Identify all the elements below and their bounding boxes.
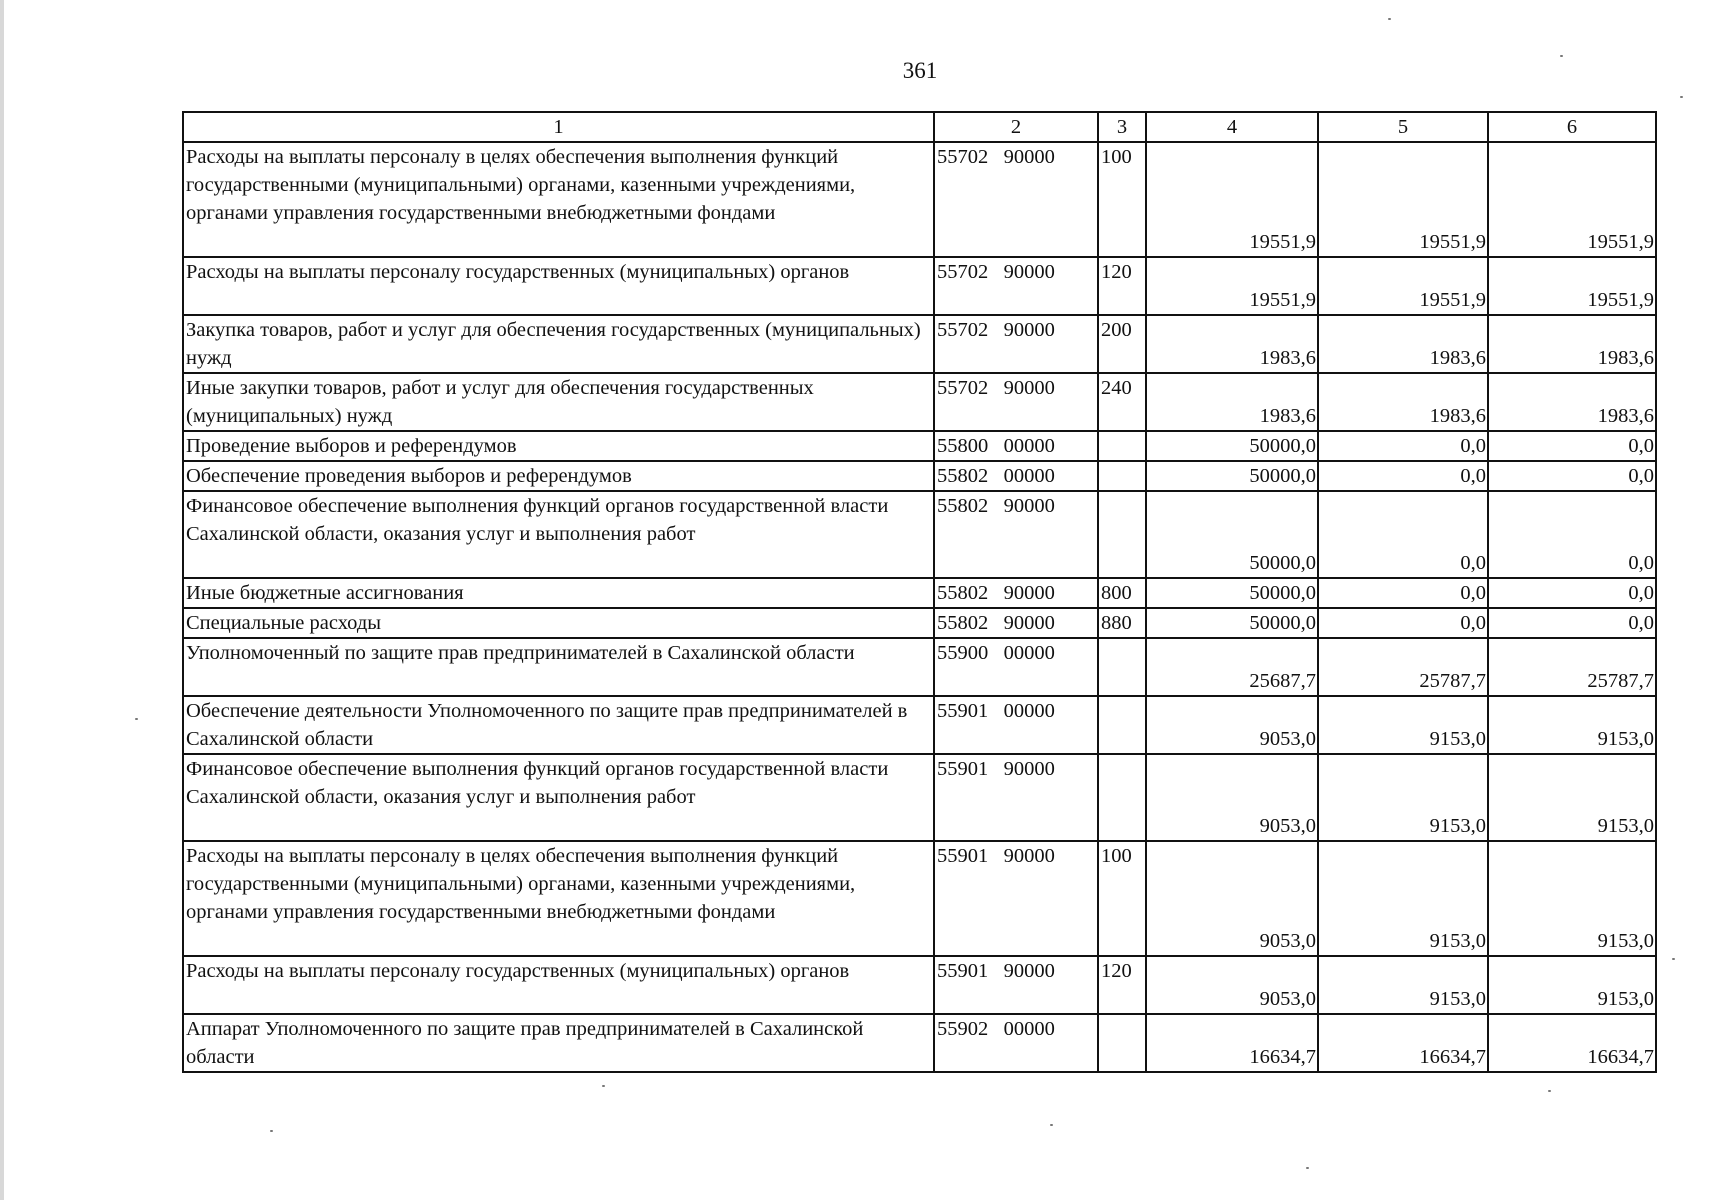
row-value-col5-cell: 25787,7 [1318, 638, 1488, 696]
header-cell: 1 [183, 112, 934, 142]
row-value-col4-cell: 9053,0 [1146, 956, 1318, 1014]
row-value-col6-cell: 1983,6 [1488, 315, 1656, 373]
table-row [183, 431, 1656, 461]
row-name-cell: Уполномоченный по защите прав предпринимателей в Сахалинской области [183, 638, 934, 696]
row-expense-type-cell: 120 [1098, 257, 1146, 315]
table-row [183, 142, 1656, 257]
row-name-cell: Финансовое обеспечение выполнения функций органов государственной власти Сахалинской области, оказания услуг и выполнения работ [183, 754, 934, 841]
scan-edge [0, 0, 4, 1200]
row-value-col5-cell: 19551,9 [1318, 257, 1488, 315]
row-value-col4-cell: 19551,9 [1146, 257, 1318, 315]
row-value-col6-cell: 19551,9 [1488, 257, 1656, 315]
row-name-cell: Иные бюджетные ассигнования [183, 578, 934, 608]
row-value-col4-cell: 1983,6 [1146, 373, 1318, 431]
row-expense-type-cell [1098, 638, 1146, 696]
page-number: 361 [902, 58, 938, 83]
row-code-cell: 55901 90000 [934, 754, 1098, 841]
row-code-cell: 55901 90000 [934, 956, 1098, 1014]
row-value-col6-cell: 9153,0 [1488, 696, 1656, 754]
row-code-cell: 55802 90000 [934, 608, 1098, 638]
row-value-col4-cell: 50000,0 [1146, 578, 1318, 608]
row-expense-type-cell: 120 [1098, 956, 1146, 1014]
row-value-col4-cell: 16634,7 [1146, 1014, 1318, 1072]
row-value-col6-cell: 0,0 [1488, 608, 1656, 638]
table-row [183, 578, 1656, 608]
row-value-col6-cell: 0,0 [1488, 491, 1656, 578]
row-name-cell: Иные закупки товаров, работ и услуг для обеспечения государственных (муниципальных) нужд [183, 373, 934, 431]
row-code-cell: 55901 90000 [934, 841, 1098, 956]
row-value-col6-cell: 1983,6 [1488, 373, 1656, 431]
row-value-col5-cell: 0,0 [1318, 608, 1488, 638]
row-value-col5-cell: 9153,0 [1318, 841, 1488, 956]
row-value-col5-cell: 19551,9 [1318, 142, 1488, 257]
header-cell: 3 [1098, 112, 1146, 142]
row-expense-type-cell: 880 [1098, 608, 1146, 638]
row-value-col6-cell: 0,0 [1488, 578, 1656, 608]
row-expense-type-cell [1098, 696, 1146, 754]
row-value-col5-cell: 1983,6 [1318, 315, 1488, 373]
header-cell: 2 [934, 112, 1098, 142]
row-value-col4-cell: 50000,0 [1146, 461, 1318, 491]
row-name-cell: Закупка товаров, работ и услуг для обеспечения государственных (муниципальных) нужд [183, 315, 934, 373]
row-expense-type-cell [1098, 491, 1146, 578]
row-name-cell: Специальные расходы [183, 608, 934, 638]
row-value-col5-cell: 0,0 [1318, 491, 1488, 578]
row-code-cell: 55702 90000 [934, 142, 1098, 257]
row-code-cell: 55900 00000 [934, 638, 1098, 696]
scan-speck [1306, 1167, 1309, 1169]
row-value-col6-cell: 0,0 [1488, 461, 1656, 491]
row-value-col4-cell: 50000,0 [1146, 608, 1318, 638]
scan-speck [1548, 1090, 1551, 1092]
row-expense-type-cell: 200 [1098, 315, 1146, 373]
header-cell: 5 [1318, 112, 1488, 142]
row-value-col5-cell: 9153,0 [1318, 754, 1488, 841]
row-name-cell: Расходы на выплаты персоналу государственных (муниципальных) органов [183, 257, 934, 315]
scan-speck [1680, 96, 1683, 98]
row-value-col4-cell: 9053,0 [1146, 841, 1318, 956]
table-row [183, 638, 1656, 696]
row-value-col6-cell: 19551,9 [1488, 142, 1656, 257]
row-code-cell: 55702 90000 [934, 315, 1098, 373]
row-code-cell: 55802 90000 [934, 491, 1098, 578]
table-header-row [183, 112, 1656, 142]
table-row [183, 841, 1656, 956]
row-name-cell: Финансовое обеспечение выполнения функций органов государственной власти Сахалинской области, оказания услуг и выполнения работ [183, 491, 934, 578]
row-expense-type-cell: 240 [1098, 373, 1146, 431]
row-value-col4-cell: 50000,0 [1146, 431, 1318, 461]
row-name-cell: Обеспечение проведения выборов и референдумов [183, 461, 934, 491]
row-value-col6-cell: 9153,0 [1488, 841, 1656, 956]
row-code-cell: 55902 00000 [934, 1014, 1098, 1072]
row-code-cell: 55702 90000 [934, 373, 1098, 431]
row-name-cell: Расходы на выплаты персоналу в целях обеспечения выполнения функций государственными (муниципальными) органами, казенными учреждениями, органами управления государственными внебюджетными фондами [183, 841, 934, 956]
row-value-col6-cell: 0,0 [1488, 431, 1656, 461]
row-name-cell: Проведение выборов и референдумов [183, 431, 934, 461]
scan-speck [602, 1085, 605, 1087]
row-expense-type-cell [1098, 431, 1146, 461]
row-name-cell: Расходы на выплаты персоналу государственных (муниципальных) органов [183, 956, 934, 1014]
row-expense-type-cell [1098, 461, 1146, 491]
header-cell: 6 [1488, 112, 1656, 142]
row-name-cell: Обеспечение деятельности Уполномоченного по защите прав предпринимателей в Сахалинской области [183, 696, 934, 754]
row-value-col5-cell: 0,0 [1318, 431, 1488, 461]
scan-speck [1050, 1124, 1053, 1126]
row-name-cell: Расходы на выплаты персоналу в целях обеспечения выполнения функций государственными (муниципальными) органами, казенными учреждениями, органами управления государственными внебюджетными фондами [183, 142, 934, 257]
row-value-col4-cell: 50000,0 [1146, 491, 1318, 578]
row-value-col4-cell: 19551,9 [1146, 142, 1318, 257]
scan-speck [1672, 958, 1675, 960]
row-expense-type-cell: 100 [1098, 841, 1146, 956]
row-value-col4-cell: 9053,0 [1146, 754, 1318, 841]
row-code-cell: 55901 00000 [934, 696, 1098, 754]
row-value-col6-cell: 25787,7 [1488, 638, 1656, 696]
table-row [183, 257, 1656, 315]
row-code-cell: 55702 90000 [934, 257, 1098, 315]
row-value-col6-cell: 9153,0 [1488, 956, 1656, 1014]
row-expense-type-cell [1098, 1014, 1146, 1072]
row-expense-type-cell: 800 [1098, 578, 1146, 608]
table-row [183, 461, 1656, 491]
table-row [183, 315, 1656, 373]
row-code-cell: 55800 00000 [934, 431, 1098, 461]
row-expense-type-cell [1098, 754, 1146, 841]
table-row [183, 608, 1656, 638]
header-cell: 4 [1146, 112, 1318, 142]
scan-speck [1388, 18, 1391, 20]
row-code-cell: 55802 00000 [934, 461, 1098, 491]
row-value-col6-cell: 9153,0 [1488, 754, 1656, 841]
row-name-cell: Аппарат Уполномоченного по защите прав предпринимателей в Сахалинской области [183, 1014, 934, 1072]
row-value-col6-cell: 16634,7 [1488, 1014, 1656, 1072]
row-value-col5-cell: 0,0 [1318, 461, 1488, 491]
table-row [183, 956, 1656, 1014]
row-value-col5-cell: 0,0 [1318, 578, 1488, 608]
budget-table [182, 111, 1657, 1073]
table-row [183, 373, 1656, 431]
scan-speck [1560, 55, 1563, 57]
row-value-col4-cell: 9053,0 [1146, 696, 1318, 754]
scan-speck [270, 1130, 273, 1132]
table-row [183, 696, 1656, 754]
row-code-cell: 55802 90000 [934, 578, 1098, 608]
table-row [183, 491, 1656, 578]
row-value-col5-cell: 1983,6 [1318, 373, 1488, 431]
row-value-col5-cell: 9153,0 [1318, 696, 1488, 754]
table-row [183, 1014, 1656, 1072]
scan-speck [135, 718, 138, 720]
row-value-col4-cell: 1983,6 [1146, 315, 1318, 373]
row-value-col4-cell: 25687,7 [1146, 638, 1318, 696]
row-expense-type-cell: 100 [1098, 142, 1146, 257]
row-value-col5-cell: 9153,0 [1318, 956, 1488, 1014]
table-row [183, 754, 1656, 841]
row-value-col5-cell: 16634,7 [1318, 1014, 1488, 1072]
